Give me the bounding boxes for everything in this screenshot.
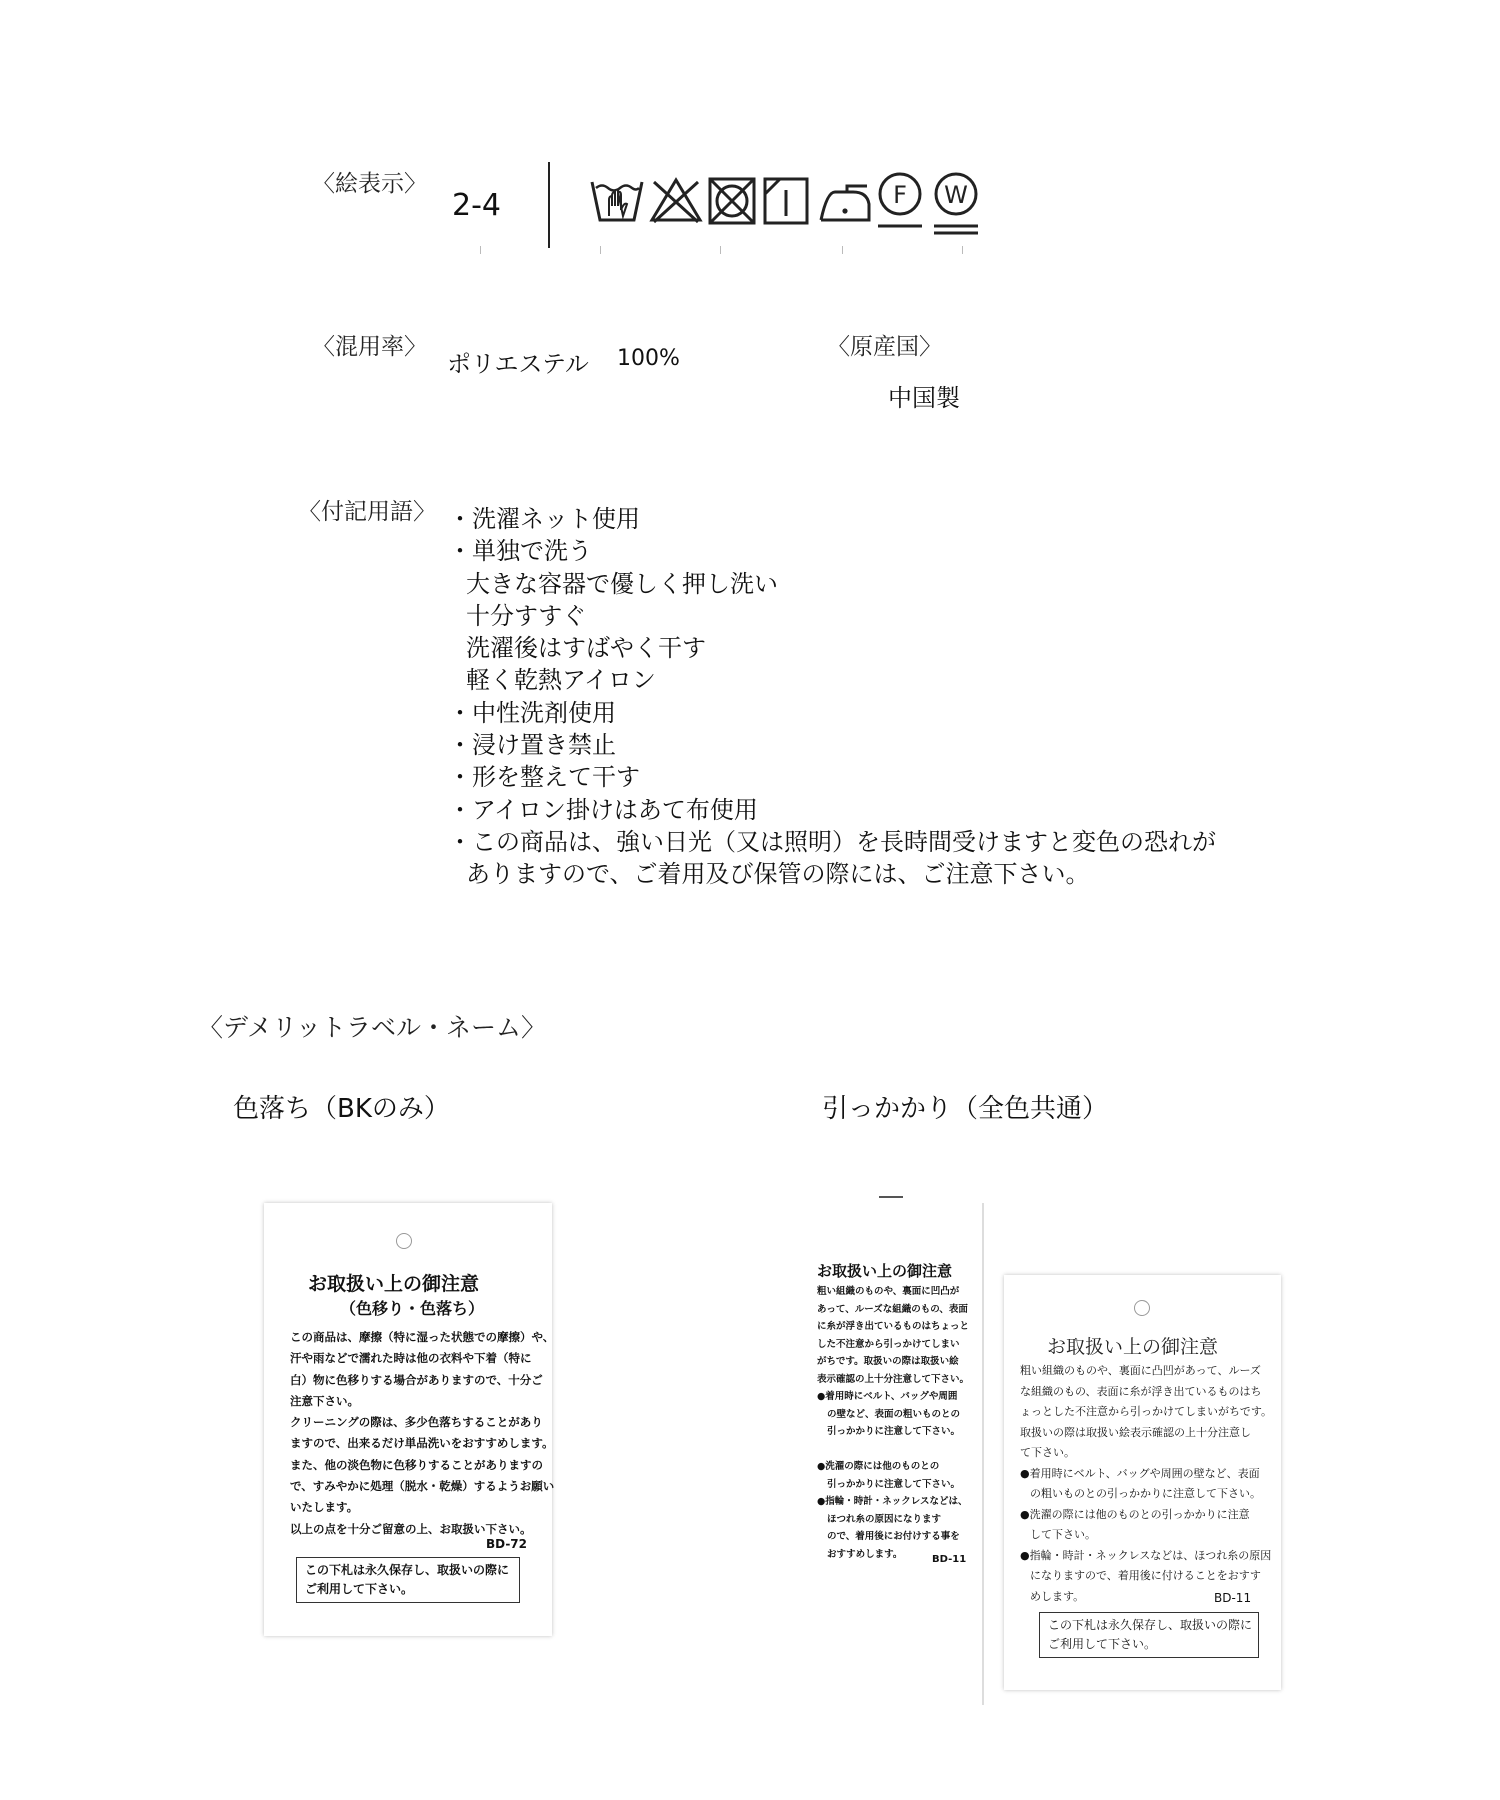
tag-hole (1134, 1300, 1150, 1316)
tag-body-line: の壁など、表面の粗いものとの (827, 1408, 961, 1420)
note-line: ・この商品は、強い日光（又は照明）を長時間受けますと変色の恐れが (448, 827, 1216, 856)
tick-mark (480, 246, 481, 254)
tag-body-line: ほつれ糸の原因になります (827, 1513, 942, 1525)
tag-body-line: 表示確認の上十分注意して下さい。 (817, 1373, 970, 1385)
tag-box-line: ご利用して下さい。 (305, 1582, 414, 1596)
tag-body-line: に糸が浮き出ているものはちょっと (817, 1321, 970, 1332)
notes-list (448, 503, 1216, 891)
low-iron-icon (817, 176, 873, 230)
tag-body-line: おすすめします。 (827, 1548, 903, 1560)
tag-body-line: また、他の淡色物に色移りすることがありますの (290, 1457, 543, 1472)
note-line: 軽く乾熱アイロン (466, 666, 656, 695)
tag-body (1020, 1361, 1272, 1607)
tag-body-line: 以上の点を十分ご留意の上、お取扱い下さい。 (290, 1521, 532, 1536)
tag-title: お取扱い上の御注意 (308, 1273, 480, 1295)
hang-tag-color-transfer (264, 1203, 555, 1636)
tag-title: お取扱い上の御注意 (817, 1262, 953, 1280)
tag-body-line: て下さい。 (1020, 1446, 1075, 1459)
note-line: ・単独で洗う (448, 537, 592, 566)
tag-body-line: ●指輪・時計・ネックレスなどは、ほつれ糸の原因 (1020, 1548, 1272, 1562)
tag-body-line: いたします。 (290, 1500, 359, 1515)
hang-tag-snagging (1004, 1275, 1281, 1690)
tag-body-line: で、すみやかに処理（脱水・乾燥）するようお願い (290, 1479, 555, 1494)
tag-body-line: な組織のもの、表面に糸が浮き出ているものはち (1020, 1384, 1262, 1398)
tag-body-line: ので、着用後にお付けする事を (827, 1531, 960, 1542)
hand-wash-icon (590, 176, 644, 230)
notes-label: 〈付記用語〉 (298, 499, 436, 525)
wet-clean-w-icon (932, 170, 980, 244)
line-dry-shade-icon (762, 176, 810, 230)
no-bleach-icon (648, 176, 704, 230)
tag-body-line: した不注意から引っかけてしまい (817, 1338, 960, 1350)
note-line: 十分すすぐ (466, 601, 587, 630)
tag-body-spacer (817, 1441, 969, 1459)
tag-body-line: 粗い組織のものや、裏面に凹凸が (817, 1286, 960, 1297)
tag-code: BD-72 (486, 1537, 528, 1551)
wet-clean-letter: W (944, 181, 968, 209)
tag-body-line: ●着用時にベルト、バッグや周囲 (817, 1391, 958, 1402)
tag-body-line: 引っかかりに注意して下さい。 (827, 1478, 961, 1490)
tag-body-line: の粗いものとの引っかかりに注意して下さい。 (1030, 1487, 1261, 1500)
tag-body (290, 1327, 554, 1540)
care-symbols-label: 〈絵表示〉 (312, 171, 427, 197)
dry-clean-f-icon (876, 170, 924, 236)
tick-mark (720, 246, 721, 254)
tick-mark (842, 246, 843, 254)
tag-notice-box (1039, 1612, 1259, 1658)
tag-body-line: めします。 (1030, 1589, 1085, 1603)
dry-clean-letter: F (893, 181, 907, 209)
tag-body-line: がちです。取扱いの際は取扱い絵 (817, 1356, 959, 1367)
tag-body-line: 注意下さい。 (290, 1393, 359, 1408)
tag-box-line: この下札は永久保存し、取扱いの際に (305, 1563, 510, 1577)
tag-subtitle: （色移り・色落ち） (340, 1299, 485, 1318)
left-caption: 色落ち（BKのみ） (233, 1094, 450, 1124)
tag-body-line: この商品は、摩擦（特に湿った状態での摩擦）や、 (290, 1330, 555, 1344)
note-line: ・洗濯ネット使用 (448, 505, 640, 533)
tag-body-line: ●着用時にベルト、バッグや周囲の壁など、表面 (1020, 1466, 1260, 1480)
tag-box-line: ご利用して下さい。 (1048, 1637, 1157, 1651)
composition-label: 〈混用率〉 (312, 334, 427, 360)
tag-body-line: ますので、出来るだけ単品洗いをおすすめします。 (290, 1436, 554, 1451)
note-line: ・中性洗剤使用 (448, 698, 616, 727)
tick-mark (600, 246, 601, 254)
note-line: 大きな容器で優しく押し洗い (466, 569, 778, 598)
note-line: ・アイロン掛けはあて布使用 (448, 795, 758, 824)
tag-hole (396, 1233, 412, 1249)
no-tumble-dry-icon (707, 176, 757, 230)
tag-body-line: して下さい。 (1030, 1528, 1096, 1541)
vertical-divider (548, 162, 550, 248)
tag-body-line: になりますので、着用後に付けることをおすす (1030, 1569, 1261, 1582)
tag-body-line: あって、ルーズな組織のもの、表面 (817, 1303, 968, 1315)
note-line: ・形を整えて干す (448, 763, 640, 792)
tag-body-line: 白）物に色移りする場合がありますので、十分ご (290, 1372, 543, 1387)
tag-body-line: 取扱いの際は取扱い絵表示確認の上十分注意し (1020, 1425, 1251, 1439)
tag-body-line: クリーニングの際は、多少色落ちすることがあり (290, 1415, 543, 1430)
tag-body (817, 1283, 969, 1563)
tag-notice-box (296, 1557, 520, 1603)
note-line: ありますので、ご着用及び保管の際には、ご注意下さい。 (466, 860, 1090, 889)
composition-material: ポリエステル (447, 350, 589, 378)
note-line: ・浸け置き禁止 (448, 731, 616, 760)
origin-value: 中国製 (888, 384, 960, 412)
tag-body-line: 引っかかりに注意して下さい。 (827, 1426, 961, 1437)
tag-body-line: ●洗濯の際には他のものとの (817, 1461, 940, 1472)
tag-body-line: 粗い組織のものや、裏面に凸凹があって、ルーズ (1020, 1364, 1261, 1377)
hang-tag-back (800, 1203, 984, 1705)
care-code: 2-4 (452, 188, 501, 223)
note-line: 洗濯後はすばやく干す (466, 634, 706, 663)
tag-body-line: ●洗濯の際には他のものとの引っかかりに注意 (1020, 1507, 1250, 1521)
tag-body-line: 汗や雨などで濡れた時は他の衣料や下着（特に (290, 1351, 532, 1366)
origin-label: 〈原産国〉 (827, 334, 942, 360)
tag-body-line: ょっとした不注意から引っかけてしまいがちです。 (1020, 1405, 1273, 1418)
tag-string (879, 1196, 903, 1198)
composition-percent: 100% (617, 346, 680, 371)
tick-mark (962, 246, 963, 254)
demerit-heading: 〈デメリットラベル・ネーム〉 (198, 1013, 547, 1042)
tag-box-line: この下札は永久保存し、取扱いの際に (1048, 1618, 1253, 1632)
tag-code: BD-11 (1214, 1591, 1252, 1605)
tag-body-line: ●指輪・時計・ネックレスなどは、 (817, 1496, 968, 1507)
tag-code: BD-11 (932, 1554, 967, 1565)
right-caption: 引っかかり（全色共通） (822, 1094, 1109, 1124)
tag-title: お取扱い上の御注意 (1047, 1336, 1219, 1358)
